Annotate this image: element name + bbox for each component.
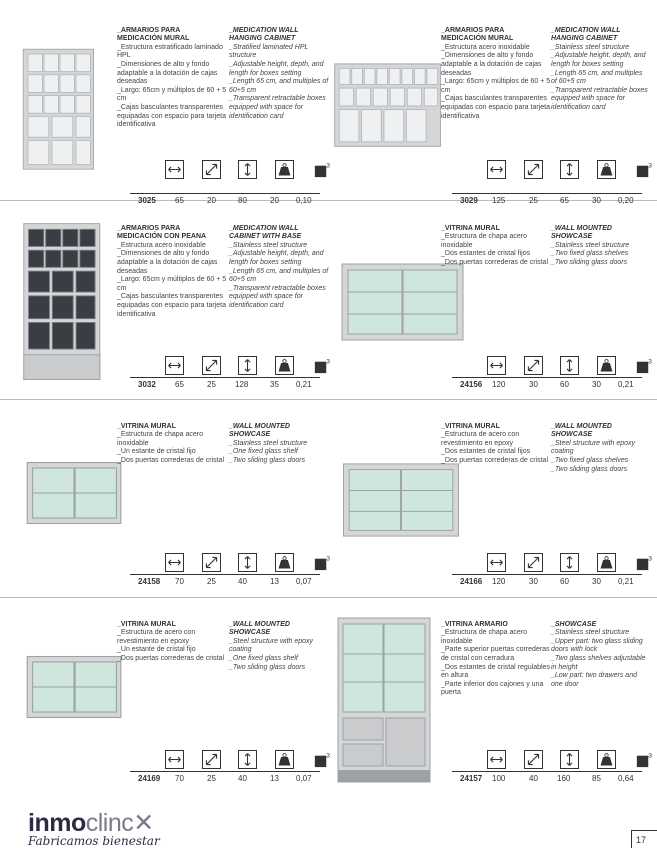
weight-value: 13 xyxy=(270,774,279,783)
spanish-title: _VITRINA MURAL xyxy=(441,224,500,232)
length-value: 70 xyxy=(175,577,184,586)
english-title: _WALL MOUNTED SHOWCASE xyxy=(229,620,290,637)
height-value: 40 xyxy=(238,577,247,586)
volume-icon xyxy=(312,553,331,572)
depth-value: 40 xyxy=(529,774,538,783)
spanish-title: _ARMARIOS PARA MEDICACIÓN CON PEANA xyxy=(117,224,207,241)
dimension-icons xyxy=(487,750,657,772)
svg-text:3: 3 xyxy=(326,162,330,170)
volume-value: 0,07 xyxy=(296,577,312,586)
spec-values xyxy=(130,193,320,208)
dimension-icons xyxy=(487,160,657,182)
height-value: 128 xyxy=(235,380,249,389)
width-icon xyxy=(165,160,184,179)
english-body: _Stainless steel structure _Two fixed glass shelves _Two sliding glass doors xyxy=(551,241,630,266)
height-icon xyxy=(238,553,257,572)
depth-icon xyxy=(202,750,221,769)
brand-tagline: Fabricamos bienestar xyxy=(28,834,160,848)
product-code: 24156 xyxy=(460,380,483,389)
brand-sub: clinc xyxy=(85,809,134,837)
width-icon xyxy=(487,160,506,179)
english-title: _MEDICATION WALL CABINET WITH BASE xyxy=(229,224,302,241)
spanish-description xyxy=(441,18,551,121)
spanish-body: _Estructura de acero con revestimiento en epoxy _Dos estantes de cristal fijos _Dos puertas correderas de cristal xyxy=(441,431,548,464)
width-icon xyxy=(165,356,184,375)
volume-value: 0,21 xyxy=(296,380,312,389)
spanish-title: _VITRINA MURAL xyxy=(117,422,176,430)
depth-value: 25 xyxy=(529,196,538,205)
volume-icon xyxy=(634,750,653,769)
spanish-description xyxy=(441,612,551,698)
dimension-icons xyxy=(165,160,445,182)
spanish-body: _Estructura de chapa acero inoxidable _Parte superior puertas correderas de cristal con cerradura _Dos estantes de cristal regulables en altura _Parte inferior dos cajones y una puerta xyxy=(441,629,550,697)
volume-value: 0,07 xyxy=(296,774,312,783)
weight-value: 85 xyxy=(592,774,601,783)
weight-icon xyxy=(597,750,616,769)
length-value: 65 xyxy=(175,196,184,205)
spec-values xyxy=(452,771,642,786)
weight-value: 35 xyxy=(270,380,279,389)
depth-icon xyxy=(202,553,221,572)
weight-value: 30 xyxy=(592,380,601,389)
spec-values xyxy=(452,574,642,589)
english-body: _Stratified laminated HPL structure _Adjustable height, depth, and length for boxes setting _Length 65 cm, and multiples of 60+5 cm _Transparent retractable boxes equipped with space for identification card xyxy=(229,43,329,120)
spec-values xyxy=(452,377,642,392)
spanish-title: _VITRINA ARMARIO xyxy=(441,620,508,628)
weight-icon xyxy=(275,160,294,179)
depth-value: 25 xyxy=(207,774,216,783)
volume-value: 0,20 xyxy=(618,196,634,205)
width-icon xyxy=(487,750,506,769)
volume-icon xyxy=(312,160,331,179)
spanish-title: _ARMARIOS PARA MEDICACIÓN MURAL xyxy=(117,26,190,43)
english-body: _Stainless steel structure _Adjustable height, depth, and length for boxes setting _Length 65 cm, and multiples of 60+5 cm _Transparent retractable boxes equipped with space for identification card xyxy=(551,43,648,111)
wall-showcase-image xyxy=(340,262,465,342)
product-code: 3025 xyxy=(138,196,156,205)
dimension-icons xyxy=(165,356,445,378)
volume-value: 0,21 xyxy=(618,380,634,389)
showcase-cabinet-image xyxy=(334,616,434,786)
length-value: 100 xyxy=(492,774,506,783)
height-value: 40 xyxy=(238,774,247,783)
spanish-description xyxy=(441,414,551,466)
svg-text:3: 3 xyxy=(648,162,652,170)
weight-icon xyxy=(275,553,294,572)
spec-values xyxy=(452,193,642,208)
english-description xyxy=(551,414,649,474)
english-body: _Stainless steel structure _One fixed glass shelf _Two sliding glass doors xyxy=(229,439,308,464)
product-code: 24158 xyxy=(138,577,161,586)
tilt-bin-cabinet-image xyxy=(20,220,115,385)
length-value: 70 xyxy=(175,774,184,783)
english-description xyxy=(551,18,649,113)
weight-value: 30 xyxy=(592,196,601,205)
english-title: _MEDICATION WALL HANGING CABINET xyxy=(551,26,621,43)
english-description xyxy=(229,18,329,121)
weight-icon xyxy=(597,553,616,572)
spanish-body: _Estructura de acero con revestimiento en epoxy _Un estante de cristal fijo _Dos puertas correderas de cristal xyxy=(117,629,224,662)
spec-values xyxy=(130,574,320,589)
spanish-description xyxy=(117,18,229,130)
height-icon xyxy=(238,750,257,769)
english-title: _WALL MOUNTED SHOWCASE xyxy=(229,422,290,439)
english-description xyxy=(229,612,329,672)
product-code: 24169 xyxy=(138,774,161,783)
length-value: 120 xyxy=(492,380,506,389)
volume-icon xyxy=(312,356,331,375)
spanish-title: _ARMARIOS PARA MEDICACIÓN MURAL xyxy=(441,26,514,43)
english-body: _Stainless steel structure _Upper part: two glass sliding doors with lock _Two glass shelves adjustable in height _Low part: two drawers and one door xyxy=(551,629,646,688)
wall-showcase-image xyxy=(337,462,465,538)
dimension-icons xyxy=(487,553,657,575)
spec-values xyxy=(130,771,320,786)
spanish-description xyxy=(117,414,229,466)
depth-value: 20 xyxy=(207,196,216,205)
volume-value: 0,64 xyxy=(618,774,634,783)
english-title: _SHOWCASE xyxy=(551,620,597,628)
weight-value: 13 xyxy=(270,577,279,586)
spanish-title: _VITRINA MURAL xyxy=(441,422,500,430)
english-body: _Steel structure with epoxy coating _One fixed glass shelf _Two sliding glass doors xyxy=(229,637,314,671)
svg-text:3: 3 xyxy=(326,358,330,366)
length-value: 125 xyxy=(492,196,506,205)
volume-value: 0,10 xyxy=(296,196,312,205)
depth-icon xyxy=(524,553,543,572)
depth-icon xyxy=(524,356,543,375)
weight-icon xyxy=(275,750,294,769)
spanish-body: _Estructura acero inoxidable _Dimensiones de alto y fondo adaptable a la dotación de cajas deseadas _Largo: 65cm y múltiplos de 60 + 5 cm _Cajas basculantes transparentes equipadas con espacio para tarjeta identificativa xyxy=(441,43,551,120)
tilt-bin-cabinet-image xyxy=(332,58,444,154)
wall-showcase-image xyxy=(25,653,123,721)
weight-value: 30 xyxy=(592,577,601,586)
svg-text:3: 3 xyxy=(648,752,652,760)
height-value: 160 xyxy=(557,774,571,783)
volume-icon xyxy=(634,356,653,375)
spanish-body: _Estructura estratificado laminado HPL _Dimensiones de alto y fondo adaptable a la dotación de cajas deseadas _Largo: 65cm y múltiplos de 60 + 5 cm _Cajas basculantes transparentes equipadas con espacio para tarjeta identificativa xyxy=(117,43,227,129)
spec-values xyxy=(130,377,320,392)
page-number: 17 xyxy=(631,830,657,848)
volume-icon xyxy=(634,553,653,572)
product-code: 3032 xyxy=(138,380,156,389)
brand-logo xyxy=(28,808,160,848)
weight-icon xyxy=(275,356,294,375)
height-value: 65 xyxy=(560,196,569,205)
width-icon xyxy=(165,553,184,572)
svg-text:3: 3 xyxy=(648,555,652,563)
height-value: 80 xyxy=(238,196,247,205)
dimension-icons xyxy=(165,553,445,575)
tilt-bin-cabinet-image xyxy=(20,26,120,182)
spanish-description xyxy=(441,216,551,268)
depth-icon xyxy=(524,750,543,769)
wall-showcase-image xyxy=(25,460,123,526)
depth-value: 25 xyxy=(207,577,216,586)
height-icon xyxy=(560,750,579,769)
weight-icon xyxy=(597,356,616,375)
product-code: 3029 xyxy=(460,196,478,205)
volume-icon xyxy=(312,750,331,769)
height-icon xyxy=(560,553,579,572)
brand-mark-icon: ✕ xyxy=(133,809,154,837)
weight-value: 20 xyxy=(270,196,279,205)
depth-icon xyxy=(202,160,221,179)
width-icon xyxy=(487,356,506,375)
length-value: 120 xyxy=(492,577,506,586)
depth-value: 30 xyxy=(529,577,538,586)
english-title: _WALL MOUNTED SHOWCASE xyxy=(551,422,612,439)
english-body: _Steel structure with epoxy coating _Two fixed glass shelves _Two sliding glass doors xyxy=(551,439,636,473)
dimension-icons xyxy=(487,356,657,378)
row-separator xyxy=(0,597,657,598)
english-description xyxy=(229,216,329,311)
english-title: _WALL MOUNTED SHOWCASE xyxy=(551,224,612,241)
height-value: 60 xyxy=(560,380,569,389)
volume-icon xyxy=(634,160,653,179)
spanish-description xyxy=(117,612,229,664)
svg-text:3: 3 xyxy=(326,555,330,563)
product-code: 24166 xyxy=(460,577,483,586)
height-icon xyxy=(238,160,257,179)
svg-text:3: 3 xyxy=(648,358,652,366)
weight-icon xyxy=(597,160,616,179)
length-value: 65 xyxy=(175,380,184,389)
spanish-body: _Estructura de chapa acero inoxidable _Un estante de cristal fijo _Dos puertas correderas de cristal xyxy=(117,431,224,464)
english-title: _MEDICATION WALL HANGING CABINET xyxy=(229,26,299,43)
svg-text:3: 3 xyxy=(326,752,330,760)
volume-value: 0,21 xyxy=(618,577,634,586)
spanish-title: _VITRINA MURAL xyxy=(117,620,176,628)
english-description xyxy=(551,216,649,268)
depth-value: 30 xyxy=(529,380,538,389)
height-value: 60 xyxy=(560,577,569,586)
width-icon xyxy=(165,750,184,769)
product-code: 24157 xyxy=(460,774,483,783)
spanish-description xyxy=(117,216,229,319)
height-icon xyxy=(560,160,579,179)
depth-icon xyxy=(202,356,221,375)
height-icon xyxy=(238,356,257,375)
spanish-body: _Estructura acero inoxidable _Dimensiones de alto y fondo adaptable a la dotación de cajas deseadas _Largo: 65cm y múltiplos de 60 + 5 cm _Cajas basculantes transparentes equipadas con espacio para tarjeta identificativa xyxy=(117,241,227,318)
depth-icon xyxy=(524,160,543,179)
english-description xyxy=(551,612,649,689)
depth-value: 25 xyxy=(207,380,216,389)
row-separator xyxy=(0,399,657,400)
english-description xyxy=(229,414,329,466)
brand-main: inmo xyxy=(28,809,86,837)
height-icon xyxy=(560,356,579,375)
width-icon xyxy=(487,553,506,572)
spanish-body: _Estructura de chapa acero inoxidable _Dos estantes de cristal fijos _Dos puertas correderas de cristal xyxy=(441,233,548,266)
english-body: _Stainless steel structure _Adjustable height, depth, and length for boxes setting _Length 65 cm, and multiples of 60+5 cm _Transparent retractable boxes equipped with space for identification card xyxy=(229,241,329,309)
